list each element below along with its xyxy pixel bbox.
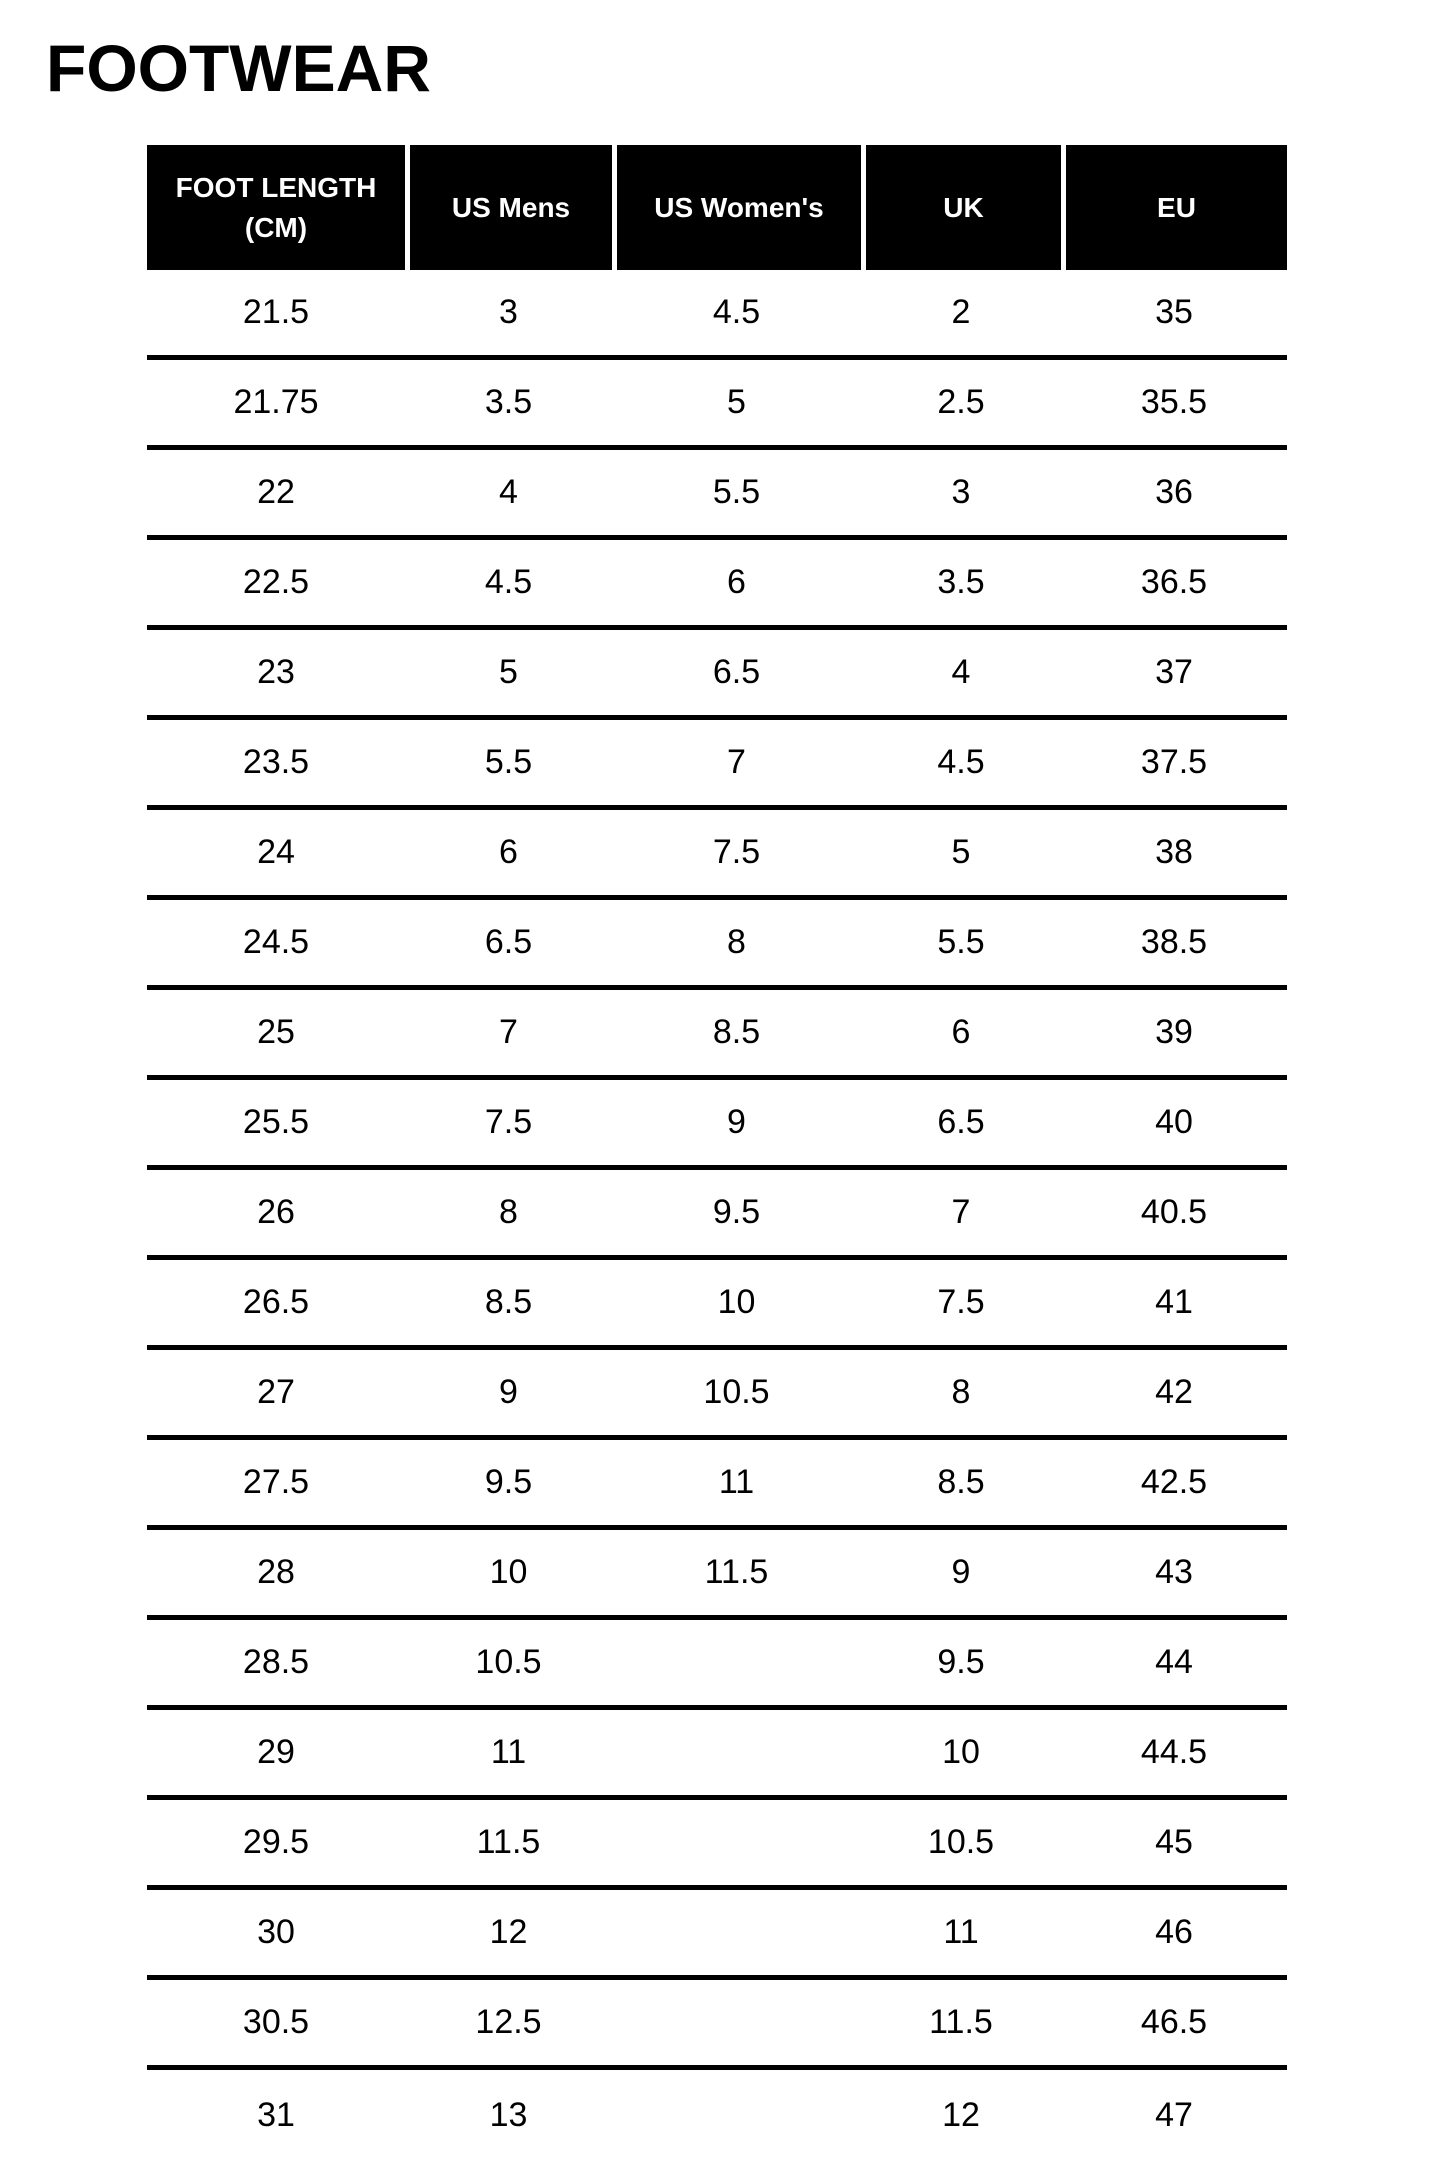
table-cell: 8.5 — [612, 990, 861, 1080]
table-cell: 6.5 — [405, 900, 612, 990]
table-cell: 5 — [405, 630, 612, 720]
table-cell: 5.5 — [612, 450, 861, 540]
table-cell: 37 — [1061, 630, 1287, 720]
table-cell: 28.5 — [147, 1620, 405, 1710]
table-cell: 9.5 — [861, 1620, 1061, 1710]
size-chart-table — [147, 145, 1287, 2160]
table-row — [147, 900, 1287, 990]
table-cell: 28 — [147, 1530, 405, 1620]
table-cell: 10.5 — [612, 1350, 861, 1440]
table-row — [147, 1980, 1287, 2070]
table-cell: 11 — [405, 1710, 612, 1800]
table-cell: 7.5 — [861, 1260, 1061, 1350]
table-cell: 10 — [612, 1260, 861, 1350]
table-cell: 44.5 — [1061, 1710, 1287, 1800]
table-cell: 10.5 — [861, 1800, 1061, 1890]
table-cell: 39 — [1061, 990, 1287, 1080]
table-row — [147, 1170, 1287, 1260]
table-cell: 4.5 — [405, 540, 612, 630]
table-cell: 29.5 — [147, 1800, 405, 1890]
table-cell: 25 — [147, 990, 405, 1080]
table-cell: 6 — [612, 540, 861, 630]
table-cell: 43 — [1061, 1530, 1287, 1620]
table-cell: 9.5 — [612, 1170, 861, 1260]
table-cell: 6.5 — [612, 630, 861, 720]
table-cell: 46 — [1061, 1890, 1287, 1980]
table-cell: 29 — [147, 1710, 405, 1800]
table-cell: 26 — [147, 1170, 405, 1260]
table-cell: 37.5 — [1061, 720, 1287, 810]
table-row — [147, 1350, 1287, 1440]
table-row — [147, 1530, 1287, 1620]
table-row — [147, 1620, 1287, 1710]
table-cell: 23 — [147, 630, 405, 720]
table-cell: 6.5 — [861, 1080, 1061, 1170]
table-row — [147, 1440, 1287, 1530]
column-header-us-womens: US Women's — [612, 145, 861, 270]
table-cell: 3 — [405, 270, 612, 360]
table-cell: 5 — [612, 360, 861, 450]
table-row — [147, 2070, 1287, 2160]
table-cell: 7 — [405, 990, 612, 1080]
table-cell: 11 — [612, 1440, 861, 1530]
table-cell: 3 — [861, 450, 1061, 540]
table-cell: 8 — [405, 1170, 612, 1260]
table-cell: 11 — [861, 1890, 1061, 1980]
table-cell — [612, 1890, 861, 1980]
table-cell — [612, 1800, 861, 1890]
table-cell: 9.5 — [405, 1440, 612, 1530]
table-cell: 9 — [612, 1080, 861, 1170]
table-cell: 11.5 — [612, 1530, 861, 1620]
table-cell: 25.5 — [147, 1080, 405, 1170]
table-cell — [612, 1710, 861, 1800]
table-cell: 35 — [1061, 270, 1287, 360]
table-cell: 12 — [942, 2095, 980, 2134]
table-cell: 24.5 — [147, 900, 405, 990]
table-cell: 7 — [612, 720, 861, 810]
table-cell: 30.5 — [147, 1980, 405, 2070]
table-cell: 10 — [405, 1530, 612, 1620]
table-row — [147, 630, 1287, 720]
table-cell: 10 — [861, 1710, 1061, 1800]
table-cell: 4 — [405, 450, 612, 540]
table-cell: 7 — [861, 1170, 1061, 1260]
table-cell: 40.5 — [1061, 1170, 1287, 1260]
table-cell: 21.5 — [147, 270, 405, 360]
table-cell — [612, 2070, 861, 2160]
table-cell: 35.5 — [1061, 360, 1287, 450]
table-cell: 3.5 — [405, 360, 612, 450]
table-cell: 8 — [612, 900, 861, 990]
table-cell: 22.5 — [147, 540, 405, 630]
table-cell: 40 — [1061, 1080, 1287, 1170]
table-cell: 5.5 — [405, 720, 612, 810]
table-cell: 27 — [147, 1350, 405, 1440]
table-cell: 11.5 — [405, 1800, 612, 1890]
table-cell: 5 — [861, 810, 1061, 900]
table-cell: 8.5 — [405, 1260, 612, 1350]
table-row — [147, 1080, 1287, 1170]
table-cell: 13 — [489, 2095, 528, 2134]
table-row — [147, 450, 1287, 540]
table-cell: 36 — [1061, 450, 1287, 540]
table-cell: 12.5 — [405, 1980, 612, 2070]
table-cell: 44 — [1061, 1620, 1287, 1710]
header-row — [147, 145, 1287, 270]
table-cell: 4.5 — [861, 720, 1061, 810]
table-row — [147, 990, 1287, 1080]
table-cell: 6 — [861, 990, 1061, 1080]
table-cell: 23.5 — [147, 720, 405, 810]
table-cell: 4 — [861, 630, 1061, 720]
table-header — [147, 145, 1287, 270]
table-cell: 11.5 — [861, 1980, 1061, 2070]
table-cell: 38.5 — [1061, 900, 1287, 990]
table-cell: 38 — [1061, 810, 1287, 900]
table-cell: 5.5 — [861, 900, 1061, 990]
table-cell: 3.5 — [861, 540, 1061, 630]
table-cell: 46.5 — [1061, 1980, 1287, 2070]
table-row — [147, 1710, 1287, 1800]
table-cell: 21.75 — [147, 360, 405, 450]
table-cell: 10.5 — [405, 1620, 612, 1710]
table-cell: 42.5 — [1061, 1440, 1287, 1530]
table-cell: 8 — [861, 1350, 1061, 1440]
table-cell: 30 — [147, 1890, 405, 1980]
table-body — [147, 270, 1287, 2160]
table-cell: 45 — [1061, 1800, 1287, 1890]
table-cell: 47 — [1155, 2095, 1193, 2134]
table-cell: 27.5 — [147, 1440, 405, 1530]
table-cell — [612, 1620, 861, 1710]
table-cell: 31 — [257, 2095, 295, 2134]
table-cell: 42 — [1061, 1350, 1287, 1440]
table-row — [147, 1890, 1287, 1980]
table-cell: 12 — [405, 1890, 612, 1980]
table-cell: 22 — [147, 450, 405, 540]
table-cell: 8.5 — [861, 1440, 1061, 1530]
table-cell — [612, 1980, 861, 2070]
column-header-uk: UK — [861, 145, 1061, 270]
table-cell: 36.5 — [1061, 540, 1287, 630]
table-cell: 24 — [147, 810, 405, 900]
table-cell: 2.5 — [861, 360, 1061, 450]
column-header-eu: EU — [1061, 145, 1287, 270]
table-cell: 26.5 — [147, 1260, 405, 1350]
page-title: FOOTWEAR — [46, 31, 431, 105]
table-row — [147, 270, 1287, 360]
table-row — [147, 1260, 1287, 1350]
column-header-foot-length-cm: FOOT LENGTH (CM) — [147, 145, 405, 270]
table-row — [147, 1800, 1287, 1890]
table-cell: 6 — [405, 810, 612, 900]
table-cell: 41 — [1061, 1260, 1287, 1350]
table-row — [147, 360, 1287, 450]
column-header-us-mens: US Mens — [405, 145, 612, 270]
table-row — [147, 810, 1287, 900]
table-cell: 9 — [405, 1350, 612, 1440]
table-cell: 9 — [861, 1530, 1061, 1620]
table-cell: 7.5 — [405, 1080, 612, 1170]
table-row — [147, 540, 1287, 630]
table-cell: 4.5 — [612, 270, 861, 360]
table-cell: 2 — [861, 270, 1061, 360]
table-row — [147, 720, 1287, 810]
table-cell: 7.5 — [612, 810, 861, 900]
